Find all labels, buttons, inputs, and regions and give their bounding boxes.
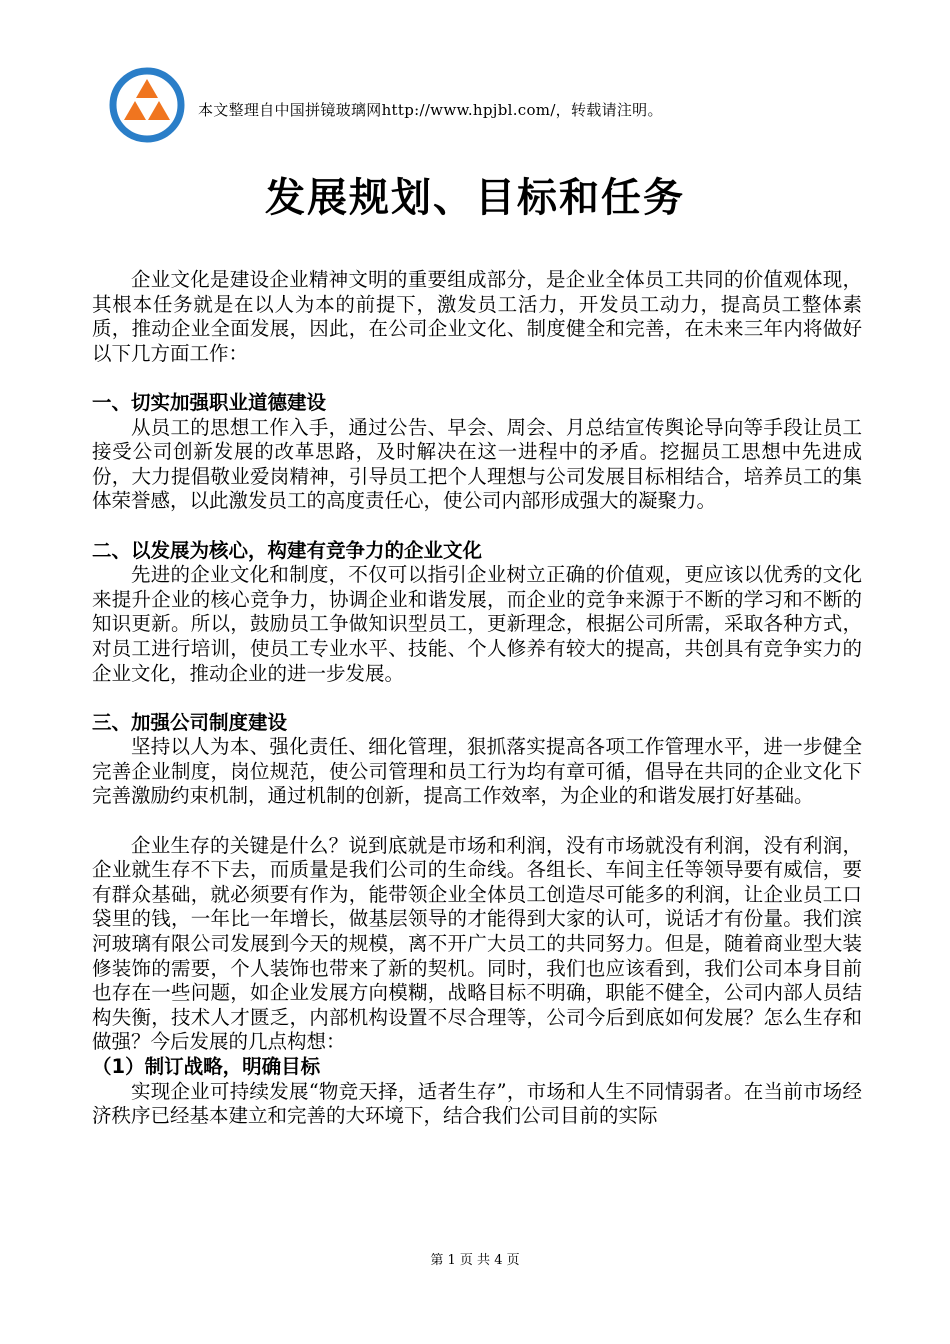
page-title: 发展规划、目标和任务 xyxy=(265,175,685,221)
section-2-heading: 二、以发展为核心，构建有竞争力的企业文化 xyxy=(92,538,483,562)
survival-paragraph: 企业生存的关键是什么？说到底就是市场和利润，没有市场就没有利润，没有利润，企业就生存不下去，而质量是我们公司的生命线。各组长、车间主任等领导要有威信，要有群众基础，就必须要有作为，能带领企业全体员工创造尽可能多的利润，让企业员工口袋里的钱，一年比一年增长，做基层领导的才能得到大家的认可，说话才有份量。我们滨河玻璃有限公司发展到今天的规模，离不开广大员工的共同努力。但是，随着商业型大装修装饰的需要，个人装饰也带来了新的契机。同时，我们也应该看到，我们公司本身目前也存在一些问题，如企业发展方向模糊，战略目标不明确，职能不健全，公司内部人员结构失衡，技术人才匮乏，内部机构设置不尽合理等，公司今后到底如何发展？怎么生存和做强？今后发展的几点构想： xyxy=(92,833,862,1054)
section-3-heading: 三、加强公司制度建设 xyxy=(92,710,288,734)
page-header xyxy=(108,66,868,146)
subsection-1-body: 实现企业可持续发展“物竞天择，适者生存”，市场和人生不同情弱者。在当前市场经济秩序已经基本建立和完善的大环境下，结合我们公司目前的实际 xyxy=(92,1079,862,1128)
section-1-heading: 一、切实加强职业道德建设 xyxy=(92,390,327,414)
section-1-body: 从员工的思想工作入手，通过公告、早会、周会、月总结宣传舆论导向等手段让员工接受公司创新发展的改革思路，及时解决在这一进程中的矛盾。挖掘员工思想中先进成份，大力提倡敬业爱岗精神，引导员工把个人理想与公司发展目标相结合，培养员工的集体荣誉感，以此激发员工的高度责任心，使公司内部形成强大的凝聚力。 xyxy=(92,415,862,513)
source-note: 本文整理自中国拼镜玻璃网http://www.hpjbl.com/，转载请注明。 xyxy=(198,101,663,119)
document-body xyxy=(92,268,862,1129)
section-3-body: 坚持以人为本、强化责任、细化管理，狠抓落实提高各项工作管理水平，进一步健全完善企业制度，岗位规范，使公司管理和员工行为均有章可循，倡导在共同的企业文化下完善激励约束机制，通过机制的创新，提高工作效率，为企业的和谐发展打好基础。 xyxy=(92,735,862,808)
subsection-1-heading: （1）制订战略，明确目标 xyxy=(92,1055,321,1078)
section-2-body: 先进的企业文化和制度，不仅可以指引企业树立正确的价值观，更应该以优秀的文化来提升企业的核心竞争力，协调企业和谐发展，而企业的竞争来源于不断的学习和不断的知识更新。所以，鼓励员工争做知识型员工，更新理念，根据公司所需，采取各种方式，对员工进行培训，使员工专业水平、技能、个人修养有较大的提高，共创具有竞争实力的企业文化，推动企业的进一步发展。 xyxy=(92,563,862,685)
tri-triangle-logo-icon xyxy=(108,66,186,144)
page-footer: 第 1 页 共 4 页 xyxy=(430,1253,520,1268)
intro-paragraph: 企业文化是建设企业精神文明的重要组成部分，是企业全体员工共同的价值观体现，其根本任务就是在以人为本的前提下，激发员工活力，开发员工动力，提高员工整体素质，推动企业全面发展，因此，在公司企业文化、制度健全和完善，在未来三年内将做好以下几方面工作： xyxy=(92,268,862,365)
